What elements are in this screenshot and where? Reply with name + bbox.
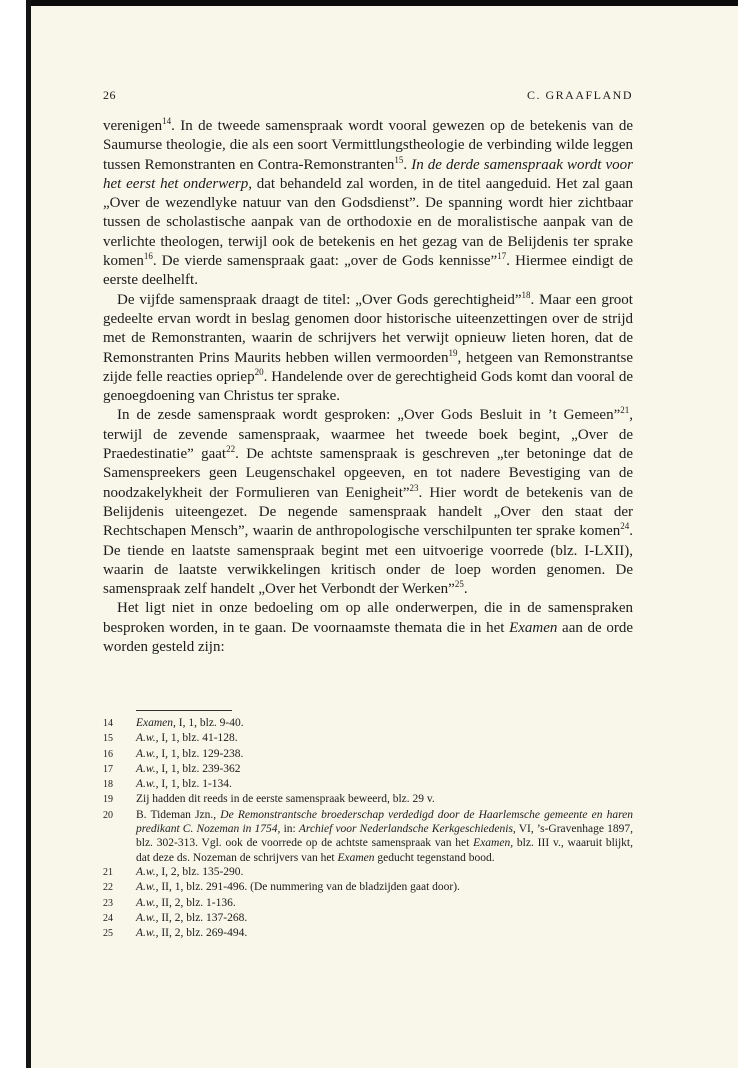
text-run: VI, ’s-Gravenhage 1897, blz. 302-313. Vgl. ook de voorrede op de achtste samenspraak van het <box>136 823 633 850</box>
paragraph <box>103 406 633 599</box>
text-run: . <box>403 156 412 173</box>
running-head-author: C. GRAAFLAND <box>526 88 633 102</box>
text-run: I, 2, blz. 135-290. <box>158 865 244 878</box>
text-run: I, 1, blz. 9-40. <box>175 717 244 729</box>
italic-text: Examen, <box>473 837 514 850</box>
text-run: Zij hadden dit reeds in de eerste samenspraak beweerd, blz. 29 v. <box>136 793 435 806</box>
footnote-text <box>136 762 633 777</box>
footnote-text <box>136 747 633 762</box>
text-run: . De vierde samenspraak gaat: „over de Gods kennisse” <box>152 253 498 270</box>
footnote <box>103 880 633 895</box>
footnote-number: 15 <box>103 733 113 745</box>
text-run: verenigen <box>103 118 163 134</box>
footnote <box>103 777 633 792</box>
italic-text: Examen <box>509 619 558 636</box>
text-run: II, 2, blz. 1-136. <box>158 896 236 909</box>
footnote <box>103 792 633 807</box>
text-run: In de zesde samenspraak wordt gesproken: „Over Gods Besluit in ’t Gemeen” <box>117 407 621 424</box>
footnote-text <box>136 911 633 926</box>
italic-text: A.w., <box>136 927 159 940</box>
footnote <box>103 896 633 911</box>
paragraph <box>103 599 633 657</box>
footnote-ref: 20 <box>254 366 264 377</box>
page-number: 26 <box>103 88 116 102</box>
text-run: . De tiende en laatste samenspraak begint met een uitvoerige voorrede (blz. I-LXII), waarin de laatste verwikkelingen kritisch onder de loep worden genomen. De samenspraak zelf handelt „Over het Verbondt der Werken” <box>103 523 633 598</box>
footnote <box>103 911 633 926</box>
footnote-number: 16 <box>103 748 113 760</box>
text-run: Het ligt niet in onze bedoeling om op alle onderwerpen, die in de samenspraken besproken worden, in te gaan. De voornaamste themata die in het <box>103 600 633 636</box>
text-run: I, 1, blz. 129-238. <box>158 747 244 760</box>
italic-text: Examen, <box>136 717 176 729</box>
footnote-text <box>136 865 633 880</box>
footnote-text <box>136 716 633 731</box>
text-run: I, 1, blz. 1-134. <box>158 778 232 791</box>
footnote-rule <box>136 710 232 711</box>
text-run: aan de orde worden gesteld zijn: <box>103 619 633 656</box>
text-run: . Hier wordt de betekenis van de Belijdenis uiteengezet. De negende samenspraak handelt „Over den staat der Rechtschapen Mensch”, waarin de anthropologische verschilpunten ter sprake komen <box>103 484 633 540</box>
footnote-text <box>136 731 633 746</box>
italic-text: A.w., <box>136 896 159 909</box>
footnote <box>103 731 633 746</box>
italic-text: Examen <box>337 851 375 864</box>
text-run: . Hiermee eindigt de eerste deelhelft. <box>103 253 633 289</box>
italic-text: A.w., <box>136 881 159 894</box>
footnote-number: 21 <box>103 866 113 878</box>
text-run: , hetgeen van Remonstrantse zijde felle reacties opriep <box>103 349 633 385</box>
footnote-ref: 23 <box>409 482 419 493</box>
italic-text: A.w., <box>136 865 159 878</box>
running-header <box>103 88 633 104</box>
footnote <box>103 747 633 762</box>
italic-text: A.w., <box>136 732 159 745</box>
text-run: I, 1, blz. 41-128. <box>158 732 238 745</box>
italic-text: A.w., <box>136 747 159 760</box>
footnote-text <box>136 880 633 895</box>
text-run: II, 2, blz. 137-268. <box>158 911 248 924</box>
footnote-text <box>136 896 633 911</box>
italic-text: A.w., <box>136 778 159 791</box>
text-run: II, 1, blz. 291-496. (De nummering van de bladzijden gaat door). <box>158 881 460 894</box>
text-run: II, 2, blz. 269-494. <box>158 927 248 940</box>
footnote <box>103 865 633 880</box>
paragraph <box>103 117 633 291</box>
footnote-number: 14 <box>103 718 113 729</box>
footnote <box>103 926 633 941</box>
footnote-number: 19 <box>103 794 113 806</box>
footnote-ref: 19 <box>448 347 458 358</box>
footnote-text <box>136 926 633 941</box>
footnote-ref: 17 <box>497 251 507 262</box>
text-run: , terwijl de zevende samenspraak, waarmee het tweede boek begint, „Over de Praedestinatie” gaat <box>103 407 633 463</box>
text-run: . <box>463 581 468 598</box>
italic-text: In de derde samenspraak wordt voor het eerst het onderwerp, <box>103 156 634 192</box>
footnote-ref: 22 <box>226 444 236 455</box>
footnote-number: 22 <box>103 882 113 894</box>
footnote-number: 18 <box>103 779 113 791</box>
text-run: blz. III v., waaruit blijkt, dat deze ds. Nozeman de schrijvers van het <box>136 837 633 864</box>
text-run: . Maar een groot gedeelte ervan wordt in beslag genomen door historische uiteenzettingen over de strijd met de Remonstranten, waarin de schrijvers het verwijt opnieuw lieten horen, dat de Remonstranten Prins Maurits hebben willen vermoorden <box>103 291 633 366</box>
footnote <box>103 808 633 865</box>
footnote-text <box>136 777 633 792</box>
body-text <box>103 117 633 657</box>
footnote-ref: 21 <box>620 405 630 416</box>
text-run: . Handelende over de gerechtigheid Gods komt dan vooral de genoegdoening van Christus ter sprake. <box>103 368 633 405</box>
italic-text: A.w., <box>136 762 159 775</box>
text-run: geducht tegenstand bood. <box>374 851 495 864</box>
footnote-ref: 18 <box>521 289 531 300</box>
text-run: dat behandeld zal worden, in de titel aangeduid. Het zal gaan „Over de wezendlyke natuur van den Godsdienst”. De spanning wordt hier zichtbaar tussen de scholastische aanpak van de orthodoxie en de moralistische aanpak van de verlichte theologen, terwijl ook de betekenis en het gezag van de Belijdenis ter sprake komen <box>103 175 633 270</box>
footnote-text <box>136 808 633 865</box>
text-run: B. Tideman Jzn., <box>136 808 221 821</box>
text-run: . In de tweede samenspraak wordt vooral gewezen op de betekenis van de Saumurse theologie, die als een soort Vermittlungstheologie de verbinding wilde leggen tussen Remonstranten en Contra-Remonstranten <box>103 118 633 173</box>
paragraph <box>103 291 633 407</box>
footnote-number: 25 <box>103 928 113 940</box>
footnote-number: 20 <box>103 809 113 821</box>
text-run: I, 1, blz. 239-362 <box>158 762 241 775</box>
footnote-number: 23 <box>103 897 113 909</box>
footnote-number: 17 <box>103 763 113 775</box>
footnote-text <box>136 792 633 807</box>
scan-edge-top <box>26 0 738 6</box>
footnote-ref: 14 <box>162 116 172 126</box>
text-run: . De achtste samenspraak is geschreven „ter betoninge dat de Samenspreekers geen Leugenschakel opgeeven, en tot nadere Bevestiging van de noodzakelykheit der Formulieren van Eenigheit” <box>103 446 633 501</box>
footnote <box>103 762 633 777</box>
italic-text: De Remonstrantsche broederschap verdedigd door de Haarlemsche gemeente en haren predikant C. Nozeman in 1754, <box>136 808 633 836</box>
text-run: De vijfde samenspraak draagt de titel: „Over Gods gerechtigheid” <box>117 291 522 308</box>
footnote-ref: 25 <box>454 579 464 590</box>
italic-text: A.w., <box>136 911 159 924</box>
text-run: in: <box>280 823 299 836</box>
footnotes <box>103 716 633 941</box>
footnote-ref: 15 <box>394 154 404 165</box>
italic-text: Archief voor Nederlandsche Kerkgeschiedenis, <box>298 823 516 836</box>
scan-edge-left <box>26 0 31 1068</box>
footnote-number: 24 <box>103 912 113 924</box>
footnote-ref: 16 <box>143 251 153 262</box>
footnote-ref: 24 <box>620 521 630 532</box>
footnote <box>103 716 633 731</box>
